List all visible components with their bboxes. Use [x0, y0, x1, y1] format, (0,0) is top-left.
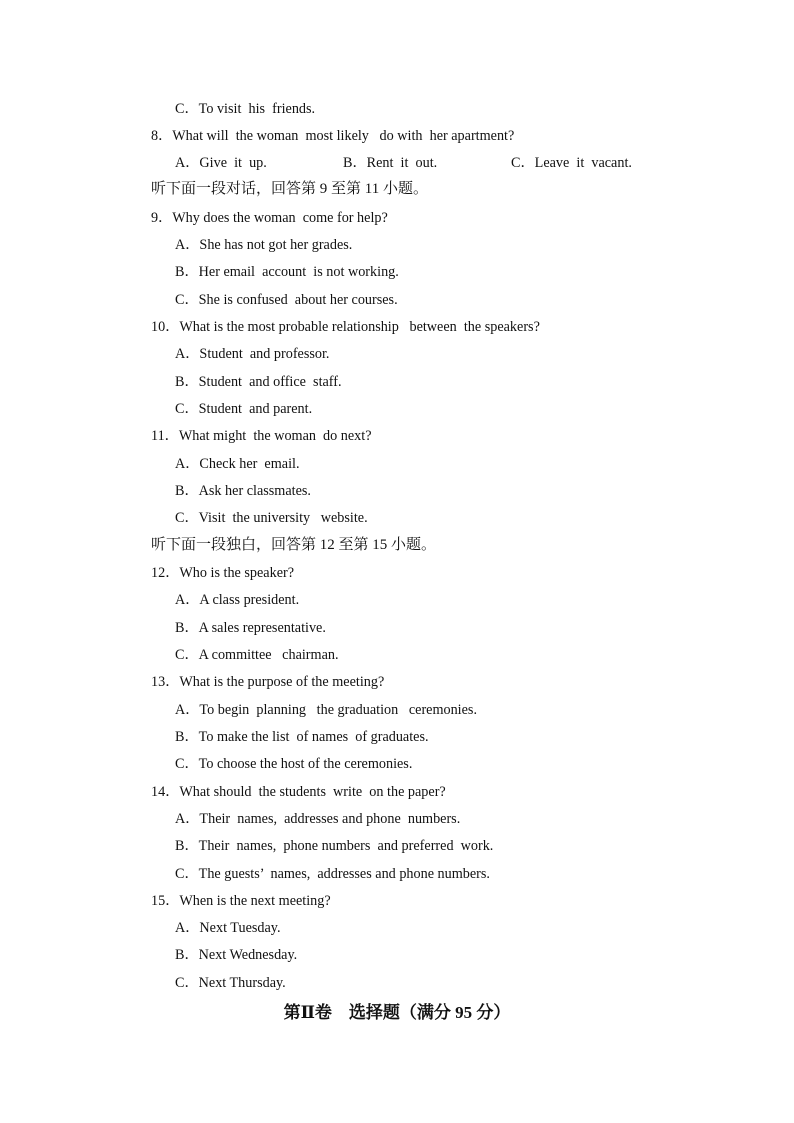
q11-option-c: C．Visit the university website.: [175, 510, 368, 526]
section-instruction-dialogue: 听下面一段对话，回答第 9 至第 11 小题。: [151, 181, 428, 197]
q13-option-b: B．To make the list of names of graduates.: [175, 729, 429, 745]
q10-stem: 10．What is the most probable relationship between the speakers?: [151, 319, 540, 335]
q9-stem: 9．Why does the woman come for help?: [151, 210, 388, 226]
q10-option-c: C．Student and parent.: [175, 401, 313, 417]
q15-option-b: B．Next Wednesday.: [175, 947, 298, 963]
q8-option-b: B．Rent it out.: [343, 155, 438, 171]
q12-option-a: A．A class president.: [175, 592, 300, 608]
q14-stem: 14．What should the students write on the paper?: [151, 784, 446, 800]
q14-option-b: B．Their names, phone numbers and preferred work.: [175, 838, 494, 854]
q12-option-c: C．A committee chairman.: [175, 647, 339, 663]
q14-option-a: A．Their names, addresses and phone numbers.: [175, 811, 461, 827]
q10-option-b: B．Student and office staff.: [175, 374, 342, 390]
q8-option-a: A．Give it up.: [175, 155, 267, 171]
q15-option-c: C．Next Thursday.: [175, 975, 286, 991]
q10-option-a: A．Student and professor.: [175, 346, 330, 362]
q7-option-c: C．To visit his friends.: [175, 101, 316, 117]
q8-option-c: C．Leave it vacant.: [511, 155, 632, 171]
q13-option-c: C．To choose the host of the ceremonies.: [175, 756, 413, 772]
q12-stem: 12．Who is the speaker?: [151, 565, 295, 581]
q9-option-b: B．Her email account is not working.: [175, 264, 399, 280]
q11-stem: 11．What might the woman do next?: [151, 428, 372, 444]
q13-stem: 13．What is the purpose of the meeting?: [151, 674, 385, 690]
q11-option-b: B．Ask her classmates.: [175, 483, 311, 499]
q8-stem: 8．What will the woman most likely do with her apartment?: [151, 128, 515, 144]
section-instruction-monologue: 听下面一段独白，回答第 12 至第 15 小题。: [151, 537, 437, 553]
q9-option-a: A．She has not got her grades.: [175, 237, 353, 253]
q11-option-a: A．Check her email.: [175, 456, 300, 472]
q15-option-a: A．Next Tuesday.: [175, 920, 281, 936]
q12-option-b: B．A sales representative.: [175, 620, 326, 636]
q13-option-a: A．To begin planning the graduation ceremonies.: [175, 702, 477, 718]
q14-option-c: C．The guests’ names, addresses and phone numbers.: [175, 866, 490, 882]
q15-stem: 15．When is the next meeting?: [151, 893, 331, 909]
part-2-title: 第Ⅱ卷 选择题（满分 95 分）: [283, 1003, 511, 1022]
q9-option-c: C．She is confused about her courses.: [175, 292, 398, 308]
